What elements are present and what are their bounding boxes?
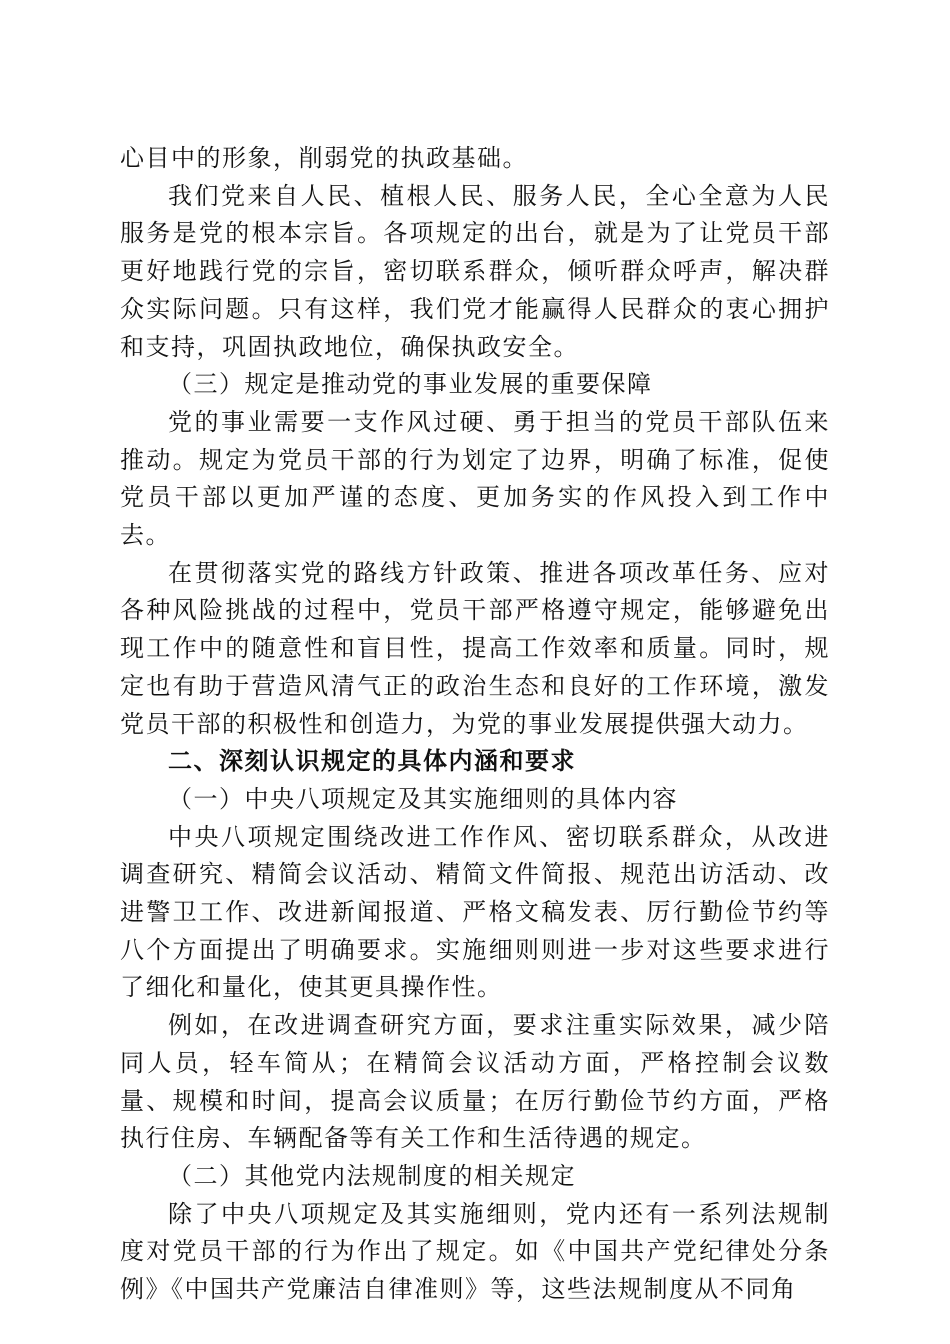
paragraph-party-cause: 党的事业需要一支作风过硬、勇于担当的党员干部队伍来推动。规定为党员干部的行为划定了边界，明确了标准，促使党员干部以更加严谨的态度、更加务实的作风投入到工作中去。	[120, 407, 830, 550]
subheading-other-regulations: （二）其他党内法规制度的相关规定	[168, 1161, 576, 1190]
paragraph-implementation: 在贯彻落实党的路线方针政策、推进各项改革任务、应对各种风险挑战的过程中，党员干部严格遵守规定，能够避免出现工作中的随意性和盲目性，提高工作效率和质量。同时，规定也有助于营造风清气正的政治生态和良好的工作环境，激发党员干部的积极性和创造力，为党的事业发展提供强大动力。	[120, 558, 830, 738]
subheading-guarantee: （三）规定是推动党的事业发展的重要保障	[168, 370, 653, 399]
document-page	[120, 140, 830, 1309]
paragraph-continued: 心目中的形象，削弱党的执政基础。	[120, 144, 528, 172]
section-heading-two: 二、深刻认识规定的具体内涵和要求	[168, 747, 576, 776]
paragraph-other-regulations: 除了中央八项规定及其实施细则，党内还有一系列法规制度对党员干部的行为作出了规定。如《中国共产党纪律处分条例》《中国共产党廉洁自律准则》等，这些法规制度从不同角	[120, 1199, 830, 1304]
paragraph-examples: 例如，在改进调查研究方面，要求注重实际效果，减少陪同人员，轻车简从；在精简会议活动方面，严格控制会议数量、规模和时间，提高会议质量；在厉行勤俭节约方面，严格执行住房、车辆配备等有关工作和生活待遇的规定。	[120, 1011, 830, 1153]
paragraph-people-purpose: 我们党来自人民、植根人民、服务人民，全心全意为人民服务是党的根本宗旨。各项规定的出台，就是为了让党员干部更好地践行党的宗旨，密切联系群众，倾听群众呼声，解决群众实际问题。只有这样，我们党才能赢得人民群众的衷心拥护和支持，巩固执政地位，确保执政安全。	[120, 181, 830, 361]
subheading-eight-rules: （一）中央八项规定及其实施细则的具体内容	[168, 784, 678, 813]
paragraph-eight-rules: 中央八项规定围绕改进工作作风、密切联系群众，从改进调查研究、精简会议活动、精简文件简报、规范出访活动、改进警卫工作、改进新闻报道、严格文稿发表、厉行勤俭节约等八个方面提出了明确要求。实施细则则进一步对这些要求进行了细化和量化，使其更具操作性。	[120, 822, 830, 1002]
